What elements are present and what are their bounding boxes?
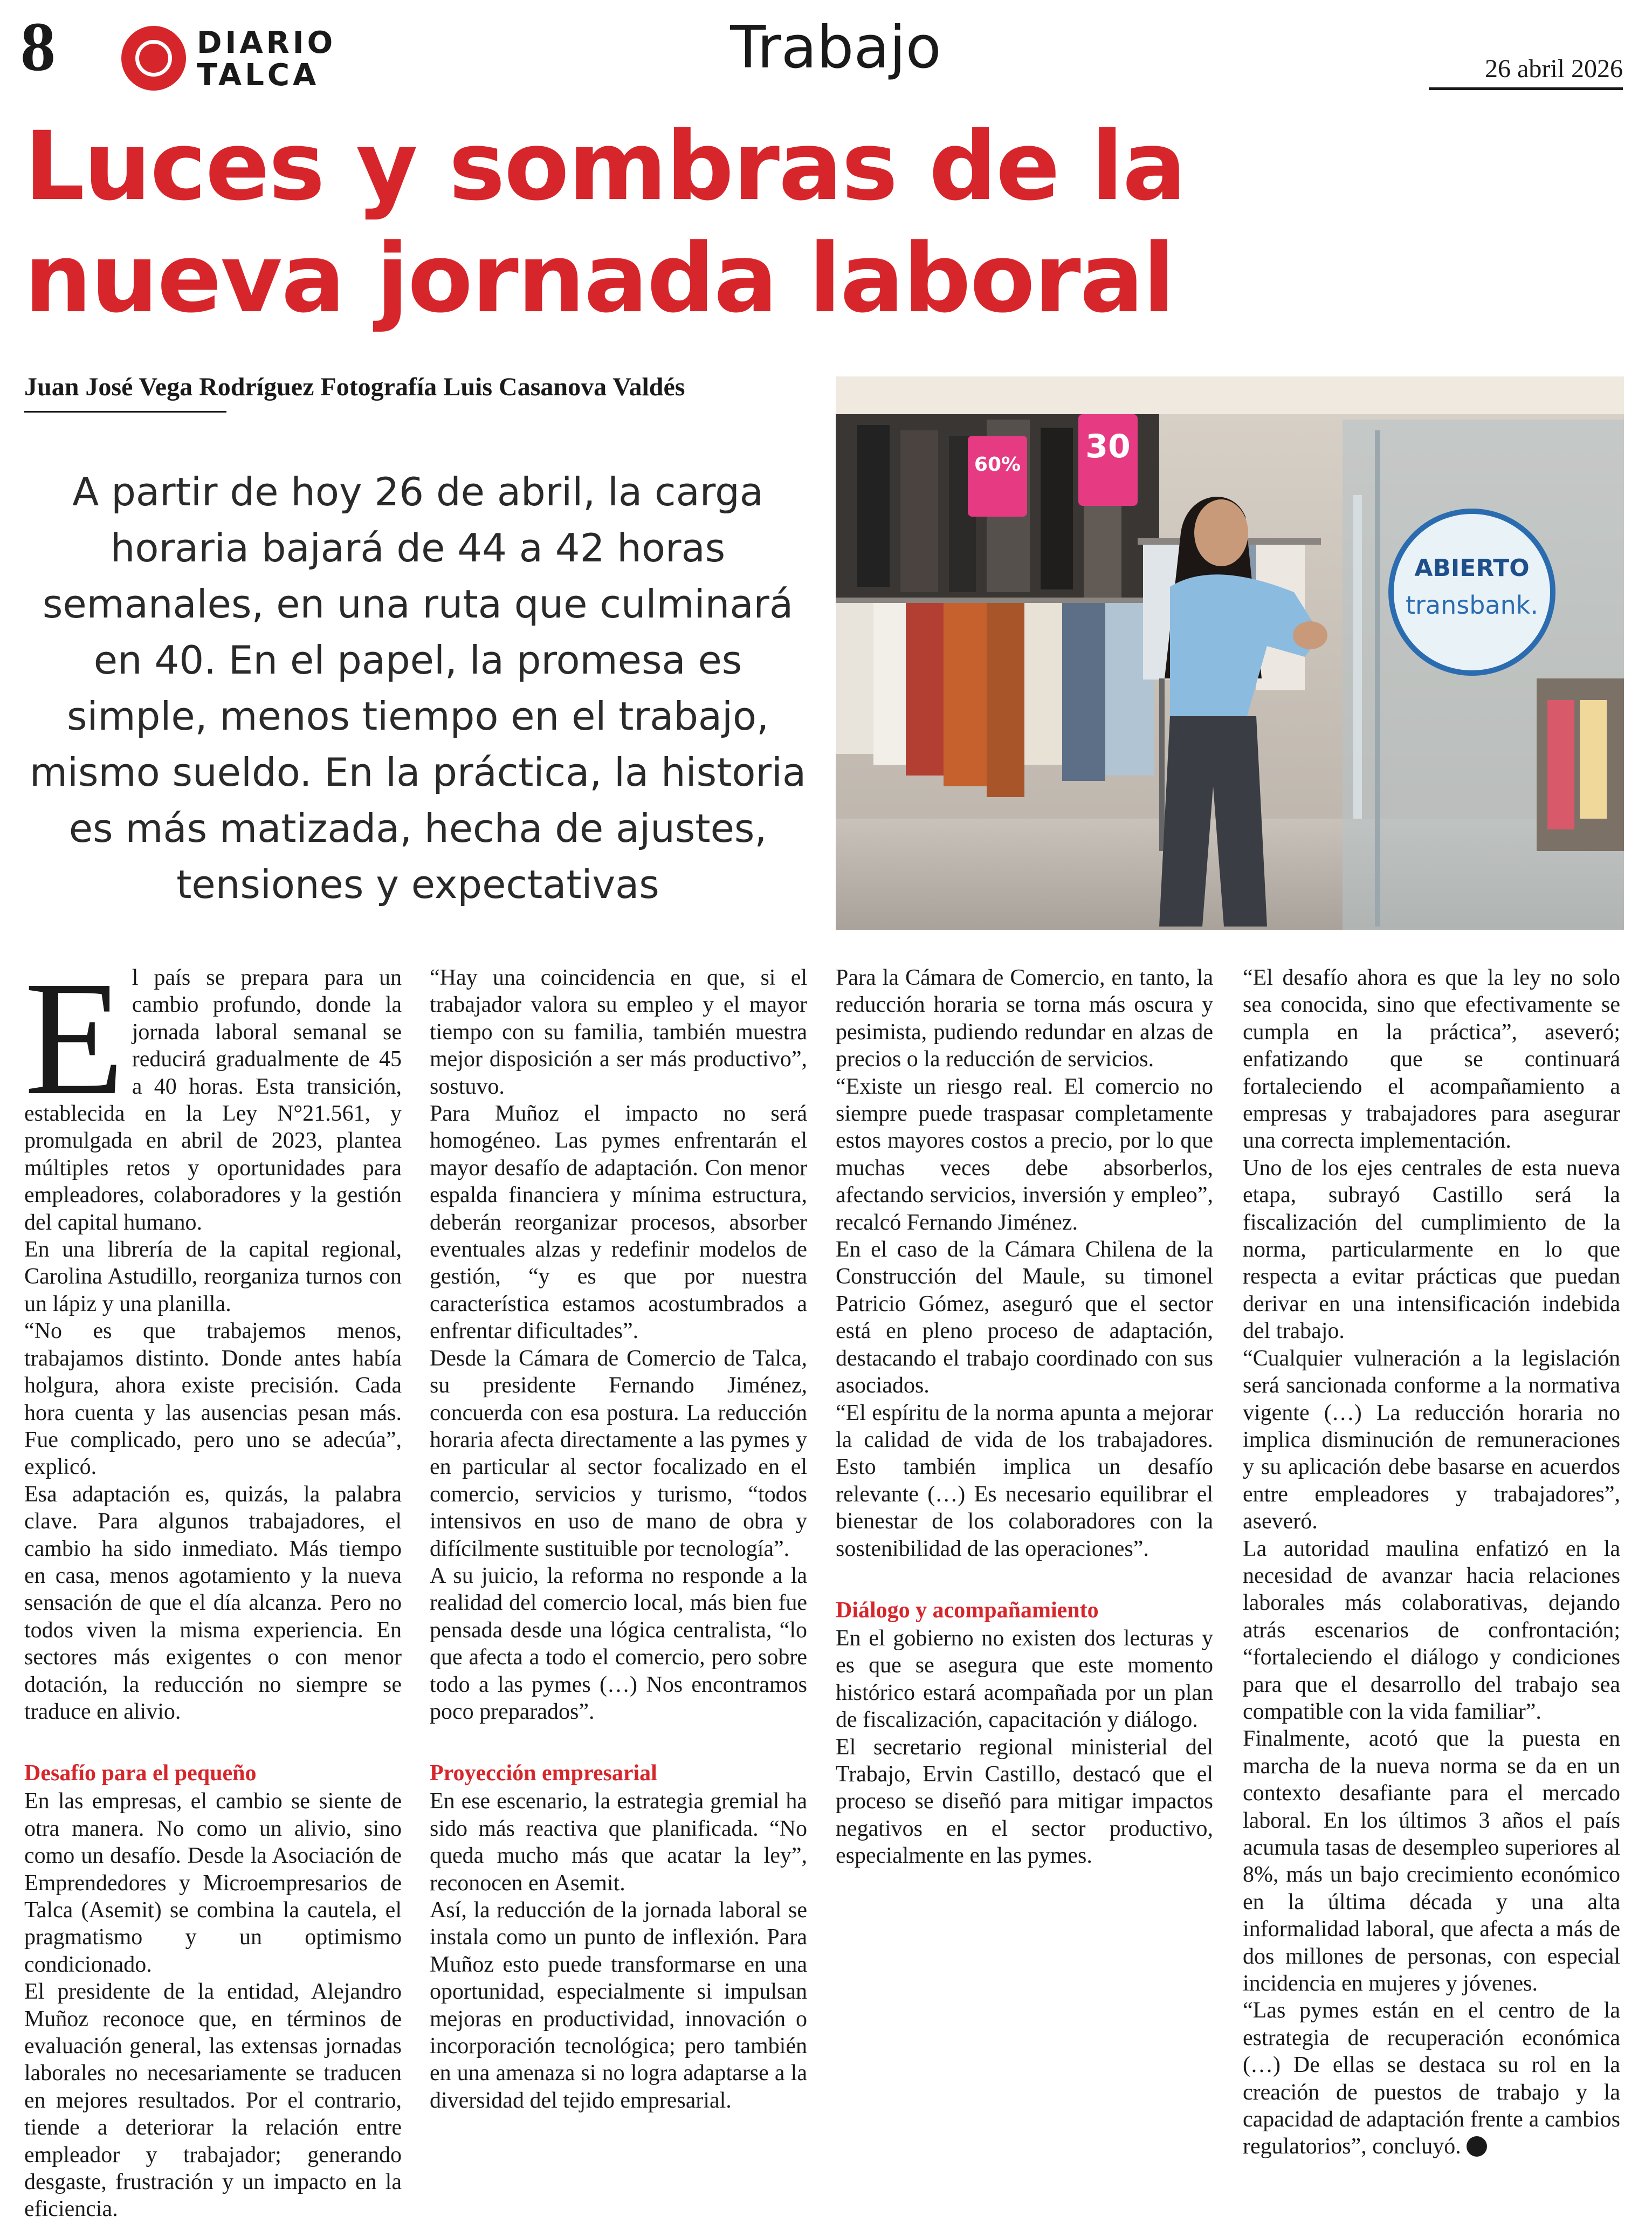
date-rule bbox=[1429, 87, 1623, 90]
deck-summary: A partir de hoy 26 de abril, la carga horaria bajará de 44 a 42 horas semanales, en una ruta que culminará en 40. En el papel, la promesa es simple, menos tiempo en el trabajo, mismo sueldo. En la práctica, la historia es más matizada, hecha de ajustes, tensiones y expectativas bbox=[29, 469, 807, 907]
logo-word-talca: TALCA bbox=[197, 58, 320, 93]
paragraph-last bbox=[1243, 1997, 1620, 2160]
paragraph: En una librería de la capital regional, Carolina Astudillo, reorganiza turnos con un lápiz y una planilla. bbox=[24, 1237, 402, 1316]
sale-sign-left bbox=[968, 436, 1027, 517]
paragraph: En el gobierno no existen dos lecturas y es que se asegura que este momento histórico estará acompañada por un plan de fiscalización, capacitación y diálogo. bbox=[836, 1625, 1213, 1733]
subheading-desafio: Desafío para el pequeño bbox=[24, 1761, 257, 1786]
headline-line-2: nueva jornada laboral bbox=[24, 223, 1174, 334]
paragraph: Uno de los ejes centrales de esta nueva etapa, subrayó Castillo será la fiscalización del cumplimiento de la norma, particularmente en lo que respecta a evitar prácticas que puedan derivar en una intensificación indebida del trabajo. bbox=[1243, 1155, 1620, 1344]
paragraph: Así, la reducción de la jornada laboral se instala como un punto de inflexión. Para Muñoz esto puede transformarse en una oportunidad, especialmente si impulsan mejoras en productividad, innovación o incorporación tecnológica; pero también en una amenaza si no logra adaptarse a la diversidad del tejido empresarial. bbox=[430, 1898, 807, 2113]
article-photo bbox=[836, 376, 1624, 930]
subheading-proyeccion: Proyección empresarial bbox=[430, 1761, 657, 1786]
byline-rule bbox=[24, 411, 226, 413]
drop-cap: E bbox=[24, 947, 125, 1129]
issue-date: 26 abril 2026 bbox=[1485, 54, 1623, 83]
paragraph: El secretario regional ministerial del Trabajo, Ervin Castillo, destacó que el proceso se diseñó para mitigar impactos negativos en el sector productivo, especialmente en las pymes. bbox=[836, 1734, 1213, 1869]
paragraph: Esa adaptación es, quizás, la palabra clave. Para algunos trabajadores, el cambio ha sido inmediato. Más tiempo en casa, menos agotamiento y la nueva sensación de que el día alcanza. Pero no todos viven la misma experiencia. En sectores más exigentes o con menor dotación, la reducción no siempre se traduce en alivio. bbox=[24, 1481, 402, 1724]
paragraph: “El desafío ahora es que la ley no solo sea conocida, sino que efectivamente se cumpla en la práctica”, aseveró; enfatizando que se continuará fortaleciendo el acompañamiento a empresas y trabajadores para asegurar una correcta implementación. bbox=[1243, 965, 1620, 1154]
byline: Juan José Vega Rodríguez Fotografía Luis Casanova Valdés bbox=[24, 373, 685, 401]
logo-emblem-icon bbox=[121, 26, 186, 91]
logo-word-diario: DIARIO bbox=[197, 25, 336, 60]
paragraph-last-text: “Las pymes están en el centro de la estrategia de recuperación económica (…) De ellas se destaca su rol en la creación de puestos de trabajo y la capacidad de adaptación frente a cambios regulatorios”, concluyó. bbox=[1243, 1998, 1620, 2159]
section-title: Trabajo bbox=[730, 14, 941, 81]
headline bbox=[24, 111, 1588, 334]
subheading-dialogo: Diálogo y acompañamiento bbox=[836, 1597, 1099, 1623]
article-column-2 bbox=[430, 964, 807, 2114]
paragraph: “No es que trabajemos menos, trabajamos distinto. Donde antes había holgura, ahora existe precisión. Cada hora cuenta y las ausencias pesan más. Fue complicado, pero uno se adecúa”, explicó. bbox=[24, 1319, 402, 1480]
diario-talca-logo bbox=[121, 26, 348, 91]
article-column-4 bbox=[1243, 964, 1620, 2160]
paragraph: En el caso de la Cámara Chilena de la Construcción del Maule, su timonel Patricio Gómez, aseguró que el sector está en pleno proceso de adaptación, destacando el trabajo coordinado con sus asociados. bbox=[836, 1237, 1213, 1398]
paragraph: “Existe un riesgo real. El comercio no siempre puede traspasar completamente estos mayores costos a precio, por lo que muchas veces debe absorberlos, afectando servicios, inversión y empleo”, recalcó Fernando Jiménez. bbox=[836, 1074, 1213, 1235]
headline-line-1: Luces y sombras de la bbox=[24, 111, 1186, 222]
sale-sign-right-text: 30 bbox=[1085, 428, 1131, 465]
paragraph: La autoridad maulina enfatizó en la necesidad de avanzar hacia relaciones laborales más colaborativas, dejando atrás escenarios de confrontación; “fortaleciendo el diálogo y condiciones para que el desarrollo del trabajo sea compatible con la vida familiar”. bbox=[1243, 1536, 1620, 1724]
paragraph: Desde la Cámara de Comercio de Talca, su presidente Fernando Jiménez, concuerda con esa postura. La reducción horaria afecta directamente a las pymes y en particular al sector focalizado en el comercio, servicios y turismo, “todos intensivos en uso de mano de obra y difícilmente sustituible por tecnología”. bbox=[430, 1346, 807, 1561]
paragraph: l país se prepara para un cambio profundo, donde la jornada laboral semanal se reducirá gradualmente de 45 a 40 horas. Esta transición, establecida en la Ley N°21.561, y promulgada en abril de 2023, plantea múltiples retos y oportunidades para empleadores, colaboradores y la gestión del capital humano. bbox=[24, 965, 402, 1235]
article-column-1 bbox=[24, 947, 402, 2223]
paragraph: “Cualquier vulneración a la legislación será sancionada conforme a la normativa vigente (…) La reducción horaria no implica disminución de remuneraciones y su aplicación debe basarse en acuerdos entre empleadores y trabajadores”, aseveró. bbox=[1243, 1346, 1620, 1534]
paragraph: “Hay una coincidencia en que, si el trabajador valora su empleo y el mayor tiempo con su familia, también muestra mejor disposición a ser más productivo”, sostuvo. bbox=[430, 965, 807, 1099]
paragraph: En ese escenario, la estrategia gremial ha sido más reactiva que planificada. “No queda mucho más que acatar la ley”, reconocen en Asemit. bbox=[430, 1789, 807, 1896]
door-sign-text-1: ABIERTO bbox=[1414, 554, 1530, 582]
paragraph: A su juicio, la reforma no responde a la realidad del comercio local, más bien fue pensada desde una lógica centralista, “lo que afecta a todo el comercio, pero sobre todo a las pymes (…) Nos encontramos poco preparados”. bbox=[430, 1563, 807, 1724]
paragraph: “El espíritu de la norma apunta a mejorar la calidad de vida de los trabajadores. Esto también implica un desafío relevante (…) Es necesario equilibrar el bienestar de los colaboradores con la sostenibilidad de las operaciones”. bbox=[836, 1400, 1213, 1561]
paragraph: Para la Cámara de Comercio, en tanto, la reducción horaria se torna más oscura y pesimista, pudiendo redundar en alzas de precios o la reducción de servicios. bbox=[836, 965, 1213, 1072]
article-column-3 bbox=[836, 964, 1213, 1870]
end-mark-icon bbox=[1467, 2136, 1487, 2157]
paragraph: En las empresas, el cambio se siente de otra manera. No como un alivio, sino como un desafío. Desde la Asociación de Emprendedores y Microempresarios de Talca (Asemit) se combina la cautela, el pragmatismo y un optimismo condicionado. bbox=[24, 1789, 402, 1977]
paragraph: Finalmente, acotó que la puesta en marcha de la nueva norma se da en un contexto desafiante para el mercado laboral. En los últimos 3 años el país acumula tasas de desempleo superiores al 8%, más un bajo crecimiento económico en la última década y una alta informalidad laboral, que afecta a más de dos millones de personas, con especial incidencia en mujeres y jóvenes. bbox=[1243, 1726, 1620, 1996]
page-number: 8 bbox=[20, 8, 56, 86]
paragraph: El presidente de la entidad, Alejandro Muñoz reconoce que, en términos de evaluación general, las extensas jornadas laborales no necesariamente se traducen en mejores resultados. Por el contrario, tiende a deteriorar la relación entre empleador y trabajador; generando desgaste, frustración y un impacto en la eficiencia. bbox=[24, 1979, 402, 2222]
door-sign-text-2: transbank. bbox=[1405, 591, 1539, 620]
sale-sign-left-text: 60% bbox=[974, 454, 1021, 476]
paragraph: Para Muñoz el impacto no será homogéneo. Las pymes enfrentarán el mayor desafío de adaptación. Con menor espalda financiera y mínima estructura, deberán reorganizar procesos, absorber eventuales alzas y redefinir modelos de gestión, “y es que por nuestra característica estamos acostumbrados a enfrentar dificultades”. bbox=[430, 1101, 807, 1344]
